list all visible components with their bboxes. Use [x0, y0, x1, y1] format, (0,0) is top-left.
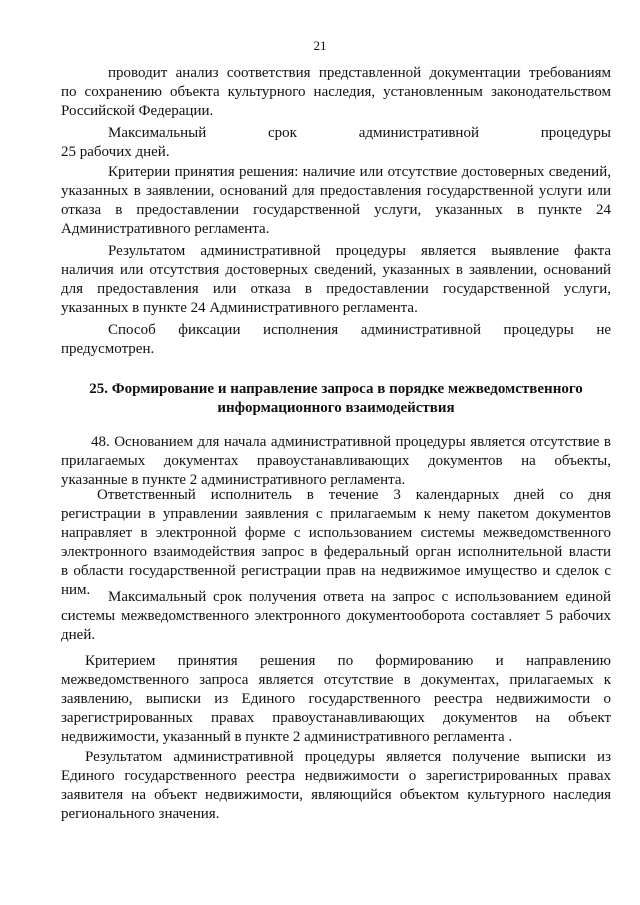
text-line: прилагаемых документах правоустанавливающих документов на объекты,	[61, 453, 611, 469]
text-line: Российской Федерации.	[61, 103, 214, 119]
text-line: Результатом административной процедуры является получение выписки из	[85, 749, 611, 765]
paragraph-analysis	[61, 64, 611, 121]
text-line: регистрации в управлении заявления с прилагаемым к нему пакетом документов	[61, 506, 611, 522]
text-line: Максимальный срок получения ответа на запрос с использованием единой	[108, 589, 611, 605]
text-line: предусмотрен.	[61, 341, 155, 357]
text-line: Критерием принятия решения по формированию и направлению	[85, 653, 611, 669]
paragraph-response-term	[61, 588, 611, 645]
text-line: отказа в предоставлении государственной услуги, указанных в пункте 24	[61, 202, 611, 218]
text-line: Административного регламента.	[61, 221, 270, 237]
text-line: проводит анализ соответствия представленной документации требованиям	[108, 65, 611, 81]
text-line: электронного взаимодействия запрос в федеральный орган исполнительной власти	[61, 544, 611, 560]
text-line: заявлению, выписки из Единого государственного реестра недвижимости о	[61, 691, 611, 707]
paragraph-basis	[61, 433, 611, 490]
text-line: межведомственного запроса является отсутствие в документах, прилагаемых к	[61, 672, 611, 688]
text-line: Способ фиксации исполнения административной процедуры не	[108, 322, 611, 338]
paragraph-executor	[61, 486, 611, 600]
text-line: Максимальный срок административной процедуры	[108, 125, 611, 141]
text-line: ним.	[61, 582, 91, 598]
text-line: указанные в пункте 2 административного регламента.	[61, 472, 406, 488]
paragraph-request-criteria	[61, 652, 611, 747]
paragraph-fixation	[61, 321, 611, 359]
text-line: 48. Основанием для начала административной процедуры является отсутствие в	[91, 434, 611, 450]
text-line: указанных в заявлении, оснований для предоставления государственной услуги или	[61, 183, 611, 199]
paragraph-max-term	[61, 124, 611, 162]
paragraph-decision-criteria	[61, 163, 611, 239]
section-heading	[61, 380, 611, 418]
text-line: регионального значения.	[61, 806, 220, 822]
text-line: недвижимости, указанный в пункте 2 административного регламента .	[61, 729, 513, 745]
text-line: Результатом административной процедуры является выявление факта	[108, 243, 611, 259]
text-line: Единого государственного реестра недвижимости о зарегистрированных правах	[61, 768, 611, 784]
text-line: Ответственный исполнитель в течение 3 календарных дней со дня	[97, 487, 611, 503]
text-line: зарегистрированных правах правоустанавливающих документов на объект	[61, 710, 611, 726]
text-line: Критерии принятия решения: наличие или отсутствие достоверных сведений,	[108, 164, 611, 180]
text-line: дней.	[61, 627, 96, 643]
section-heading-line: 25. Формирование и направление запроса в порядке межведомственного	[89, 381, 583, 397]
text-line: указанных в пункте 24 Административного регламента.	[61, 300, 418, 316]
text-line: направляет в электронной форме с использованием системы межведомственного	[61, 525, 611, 541]
text-line: в области государственной регистрации прав на недвижимое имущество и сделок с	[61, 563, 611, 579]
text-line: заявителя на объект недвижимости, являющийся объектом культурного наследия	[61, 787, 611, 803]
paragraph-request-result	[61, 748, 611, 824]
page-number: 21	[313, 38, 327, 53]
section-heading-line: информационного взаимодействия	[217, 400, 455, 416]
paragraph-result	[61, 242, 611, 318]
text-line: для предоставления или отказа в предоставлении государственной услуги,	[61, 281, 611, 297]
text-line: наличия или отсутствия достоверных сведений, указанных в заявлении, оснований	[61, 262, 611, 278]
text-line: 25 рабочих дней.	[61, 144, 170, 160]
text-line: системы межведомственного электронного документооборота составляет 5 рабочих	[61, 608, 611, 624]
text-line: по сохранению объекта культурного наследия, установленным законодательством	[61, 84, 611, 100]
